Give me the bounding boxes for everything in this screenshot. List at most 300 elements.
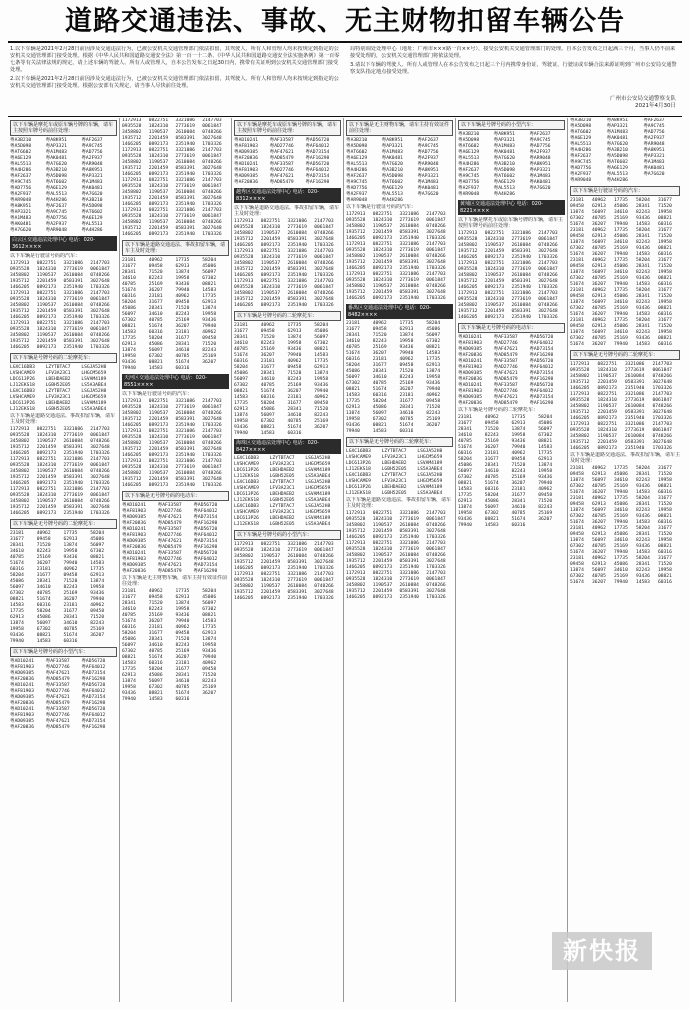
listing-entry: 60316 (148, 330, 163, 335)
listing-entry: 62913 (399, 327, 414, 332)
listing-entry: 17735 (614, 556, 628, 561)
listing-entry: 粤AF81903 (234, 144, 258, 149)
listing-entry: 82243 (202, 348, 217, 353)
listing-entry: 粤AF16298 (529, 401, 554, 406)
listing-entry: 3321086 (175, 399, 195, 404)
listing-entry: 2610084 (399, 583, 419, 588)
listing-entry: 0061847 (314, 225, 334, 230)
listing-entry: 34610 (399, 411, 414, 416)
listing-entry: 0061847 (314, 255, 334, 260)
listing-entry: 93436 (426, 381, 441, 386)
listing-entry: 60316 (658, 550, 672, 555)
listing-entry: 08821 (122, 324, 136, 329)
listing-entry: 08821 (234, 389, 248, 394)
listing-entry: 23181 (570, 466, 584, 471)
listing-entry: 60316 (148, 661, 163, 666)
listing-entry: 2773619 (399, 547, 419, 552)
listing-entry: 14583 (314, 353, 329, 358)
listing-entry: 67302 (426, 339, 441, 344)
listing-entry: 粤A6E129 (458, 150, 480, 155)
listing-entry: 0822751 (148, 429, 169, 434)
code-list (234, 219, 341, 309)
listing-entry: 28341 (372, 369, 387, 374)
listing-entry: 17735 (346, 399, 360, 404)
listing-entry: 67302 (570, 246, 584, 251)
listing-entry: 3458802 (570, 374, 590, 379)
listing-entry: 45086 (614, 472, 628, 477)
listing-entry: 25169 (148, 613, 163, 618)
listing-entry: LVSHCAME9 (10, 371, 35, 376)
listing-entry: 0822751 (484, 231, 505, 236)
listing-entry: 2351940 (625, 416, 645, 421)
intro-paragraph-3: 局特别调处处理中心（地址：广州市×××路一百××号），接受公安机关交通管理部门的处理。自本公告发布之日起满三个月，当事人仍不前来接受处理的，公安机关交通管理部门将依法处理。 (350, 46, 676, 59)
listing-entry: 1190537 (36, 333, 57, 338)
listing-entry: 45086 (148, 342, 163, 347)
listing-column-3 (232, 118, 344, 1002)
listing-entry: 0583391 (175, 417, 195, 422)
listing-entry: 82243 (399, 375, 414, 380)
listing-entry: 3321086 (287, 572, 307, 577)
listing-entry: 40962 (36, 531, 51, 536)
listing-entry: 3027648 (314, 297, 334, 302)
listing-entry: 3027648 (426, 260, 446, 265)
listing-entry: 0892173 (148, 453, 169, 458)
listing-entry: LS5A3ABE4 (417, 467, 443, 472)
listing-entry: 粤A8K951 (529, 162, 551, 167)
listing-entry: 粤A6E129 (346, 156, 368, 161)
listing-entry: 3027648 (314, 267, 334, 272)
listing-entry: 56097 (346, 375, 360, 380)
listing-entry: 19958 (234, 419, 248, 424)
listing-entry: 40785 (148, 318, 163, 323)
listing-entry: LS5A3ABE4 (305, 522, 331, 527)
listing-entry: 51674 (287, 425, 302, 430)
listing-entry: LJ12EKS18 (234, 498, 259, 503)
listing-entry: 51674 (148, 324, 163, 329)
listing-entry: 2201459 (372, 529, 393, 534)
listing-entry: 93436 (314, 383, 329, 388)
listing-entry: 1466205 (458, 255, 478, 260)
listing-entry: 17735 (614, 198, 628, 203)
listing-entry: 3321086 (511, 261, 531, 266)
listing-entry: 25169 (426, 417, 441, 422)
listing-entry: 82243 (636, 210, 650, 215)
listing-entry: 0583391 (511, 279, 531, 284)
listing-entry: 1703326 (652, 446, 672, 451)
intro-right (350, 46, 680, 94)
listing-entry: 0935528 (570, 398, 590, 403)
listing-entry: 34610 (175, 348, 190, 353)
listing-entry: 71520 (658, 204, 672, 209)
listing-entry: 粤AT6602 (45, 180, 67, 185)
listing-entry: 25169 (63, 591, 78, 596)
listing-entry: 2147703 (652, 362, 672, 367)
listing-entry: 28341 (260, 371, 275, 376)
listing-entry: LZYTBTAC7 (45, 389, 71, 394)
listing-entry: 2201459 (148, 196, 169, 201)
listing-entry: 2773619 (625, 368, 645, 373)
listing-entry: 40962 (592, 556, 606, 561)
listing-entry: 51674 (372, 387, 387, 392)
listing-entry: 1935712 (122, 447, 142, 452)
listing-entry: LSGJA52H8 (417, 449, 443, 454)
listing-entry: 2147703 (314, 219, 334, 224)
listing-entry: 51674 (458, 445, 472, 450)
listing-entry: 25169 (614, 484, 628, 489)
listing-entry: 粤AF2637 (81, 138, 103, 143)
listing-entry: 19958 (314, 377, 329, 382)
listing-entry: 08821 (36, 633, 51, 638)
listing-entry: 58204 (636, 556, 650, 561)
listing-entry: 1935712 (346, 559, 366, 564)
listing-entry: 粤AF47621 (45, 695, 70, 700)
listing-entry: 3321086 (287, 249, 307, 254)
listing-entry: 3321086 (625, 422, 645, 427)
listing-entry: 31677 (511, 493, 526, 498)
listing-entry: 0822751 (148, 459, 169, 464)
listing-entry: LHGCM5659 (305, 486, 331, 491)
listing-entry: 粤A5D098 (606, 154, 628, 159)
listing-entry: 0061847 (202, 405, 222, 410)
listing-entry: 1466205 (570, 416, 590, 421)
listing-entry: 0748266 (90, 469, 110, 474)
listing-entry: 粤AF47621 (269, 174, 294, 179)
listing-entry: 2147703 (90, 457, 110, 462)
listing-entry: 2773619 (399, 278, 419, 283)
listing-entry: 71520 (63, 579, 78, 584)
listing-entry: 粤AF47621 (493, 395, 518, 400)
listing-entry: 19958 (202, 643, 217, 648)
listing-entry: 1824310 (597, 428, 617, 433)
listing-entry: 0822751 (148, 178, 169, 183)
listing-entry: 13874 (570, 538, 584, 543)
listing-entry: 粤AD10241 (10, 659, 34, 664)
listing-entry: 2773619 (287, 578, 307, 583)
listing-entry: 粤A3B210 (81, 198, 103, 203)
listing-entry: 60316 (175, 366, 190, 371)
listing-entry: 51674 (570, 490, 584, 495)
listing-entry: LFV3A23C1 (45, 395, 71, 400)
listing-entry: 2610084 (625, 374, 645, 379)
listing-entry: 34610 (614, 330, 628, 335)
listing-entry: 2201459 (148, 226, 169, 231)
listing-entry: 0822751 (36, 261, 57, 266)
listing-entry: 粤AD56720 (81, 659, 106, 664)
listing-entry: 79940 (511, 445, 526, 450)
listing-entry: 2201459 (148, 477, 169, 482)
listing-entry: 67302 (148, 354, 163, 359)
listing-entry: 40962 (592, 318, 606, 323)
vin-list (234, 456, 341, 528)
listing-entry: 0822751 (148, 399, 169, 404)
listing-entry: 14583 (234, 395, 248, 400)
listing-entry: LFV3A23C1 (381, 479, 407, 484)
listing-entry: 粤A4H286 (493, 192, 515, 197)
listing-entry: 40785 (592, 514, 606, 519)
listing-entry: 60316 (484, 487, 499, 492)
listing-entry: 23181 (570, 198, 584, 203)
listing-entry: 1190537 (148, 220, 169, 225)
listing-entry: 3027648 (538, 309, 558, 314)
listing-entry: 0748266 (426, 583, 446, 588)
listing-entry: LSGJA52H8 (417, 473, 443, 478)
listing-entry: 1190537 (597, 434, 617, 439)
listing-entry: 粤AP3321 (606, 124, 628, 129)
listing-entry: 2147703 (202, 118, 222, 123)
listing-entry: 0935528 (122, 465, 142, 470)
listing-entry: 31677 (148, 300, 163, 305)
listing-entry: 0583391 (625, 410, 645, 415)
listing-entry: 2773619 (175, 154, 195, 159)
listing-entry: 粤AF2637 (417, 138, 439, 143)
listing-entry: LVSHCAME9 (234, 510, 259, 515)
listing-entry: 79940 (90, 597, 105, 602)
listing-entry: 3027648 (314, 590, 334, 595)
listing-entry: 0892173 (148, 142, 169, 147)
listing-entry: 1172913 (10, 487, 30, 492)
listing-entry: 36207 (511, 481, 526, 486)
listing-entry: 粤AF20836 (458, 353, 482, 358)
listing-entry: 31677 (399, 399, 414, 404)
listing-entry: 79940 (346, 429, 360, 434)
listing-entry: 60316 (658, 252, 672, 257)
listing-entry: 09458 (570, 264, 584, 269)
listing-entry: 36207 (592, 580, 606, 585)
listing-entry: 62913 (346, 405, 360, 410)
listing-entry: 31677 (36, 573, 51, 578)
listing-entry: 17735 (202, 625, 217, 630)
listing-entry: 2201459 (260, 237, 281, 242)
listing-entry: 36207 (592, 490, 606, 495)
listing-entry: 0748266 (314, 261, 334, 266)
listing-entry: 0748266 (90, 499, 110, 504)
listing-entry: 粤AF47621 (157, 515, 182, 520)
listing-entry: 粤A8K951 (81, 168, 103, 173)
listing-entry: 1935712 (234, 297, 254, 302)
listing-entry: 0822751 (148, 118, 169, 123)
listing-entry: LDC613P26 (234, 468, 259, 473)
listing-entry: 1824310 (148, 214, 169, 219)
listing-entry: 09458 (372, 327, 387, 332)
listing-entry: LSGJA52H8 (81, 389, 107, 394)
listing-entry: 1466205 (458, 285, 478, 290)
intro-left (10, 46, 340, 116)
listing-entry: 58204 (260, 401, 275, 406)
listing-entry: 粤A9C745 (10, 180, 32, 185)
listing-entry: 31677 (658, 228, 672, 233)
listing-entry: 0061847 (202, 465, 222, 470)
listing-entry: 1824310 (372, 218, 393, 223)
listing-entry: 17735 (614, 526, 628, 531)
listing-entry: 1935712 (570, 440, 590, 445)
listing-entry: 0061847 (426, 517, 446, 522)
listing-entry: 25169 (614, 246, 628, 251)
listing-entry: 93436 (175, 613, 190, 618)
listing-entry: 粤A3B210 (458, 132, 480, 137)
listing-entry: 2610084 (287, 231, 307, 236)
listing-entry: 3321086 (287, 279, 307, 284)
listing-entry: 2201459 (484, 249, 505, 254)
listing-entry: 粤A7G620 (417, 192, 439, 197)
listing-entry: 2147703 (202, 208, 222, 213)
listing-entry: 67302 (538, 433, 553, 438)
listing-entry: 31677 (122, 264, 136, 269)
listing-entry: 51674 (175, 360, 190, 365)
listing-entry: LZYTBTAC7 (269, 480, 295, 485)
notice-text: 以下车辆是道路交通违法、事故扣留车辆，请车主及时处理： (10, 413, 116, 425)
listing-entry: 34610 (287, 413, 302, 418)
listing-entry: 67302 (570, 484, 584, 489)
listing-entry: 2351940 (63, 511, 83, 516)
listing-entry: 40785 (36, 591, 51, 596)
listing-entry: 58204 (90, 531, 105, 536)
listing-entry: 0892173 (36, 345, 57, 350)
listing-entry: LSGJA52H8 (81, 365, 107, 370)
listing-entry: 1824310 (372, 577, 393, 582)
listing-entry: 60316 (122, 294, 136, 299)
listing-entry: 2610084 (63, 303, 83, 308)
listing-entry: 17735 (614, 466, 628, 471)
listing-entry: 28341 (287, 407, 302, 412)
listing-entry: 2147703 (426, 511, 446, 516)
listing-entry: 56097 (426, 333, 441, 338)
listing-entry: 粤AD56720 (305, 162, 330, 167)
listing-entry: 13874 (570, 270, 584, 275)
listing-entry: 23181 (122, 258, 136, 263)
listing-entry: 19958 (63, 549, 78, 554)
listing-entry: 0892173 (36, 511, 57, 516)
listing-entry: 2773619 (511, 267, 531, 272)
listing-entry: 0892173 (597, 416, 617, 421)
listing-entry: LDC613P26 (234, 492, 259, 497)
listing-entry: 28341 (636, 234, 650, 239)
listing-entry: 71520 (314, 407, 329, 412)
listing-entry: 0061847 (652, 428, 672, 433)
listing-entry: 粤AK0481 (381, 156, 403, 161)
code-list (346, 212, 453, 302)
listing-entry: 2351940 (287, 243, 307, 248)
listing-entry: 粤AD73154 (81, 719, 106, 724)
listing-entry: 粤AL5513 (381, 192, 403, 197)
listing-entry: 2610084 (399, 523, 419, 528)
listing-entry: 0748266 (202, 441, 222, 446)
listing-entry: 93436 (122, 360, 136, 365)
listing-entry: 粤AF16298 (81, 677, 106, 682)
listing-entry: 31677 (10, 537, 24, 542)
listing-entry: 82243 (484, 433, 499, 438)
listing-entry: 0935528 (122, 184, 142, 189)
listing-entry: 60316 (458, 451, 472, 456)
listing-entry: 0822751 (260, 249, 281, 254)
listing-entry: 1703326 (314, 303, 334, 308)
listing-entry: 13874 (570, 478, 584, 483)
listing-entry: 40785 (592, 484, 606, 489)
listing-entry: 09458 (511, 457, 526, 462)
listing-entry: LGBH52E05 (381, 467, 407, 472)
listing-entry: LSGJA52H8 (305, 480, 331, 485)
listing-entry: 粤AF47621 (45, 719, 70, 724)
listing-entry: 2351940 (399, 236, 419, 241)
listing-entry: 56097 (592, 240, 606, 245)
listing-entry: 71520 (538, 499, 553, 504)
listing-entry: 0892173 (260, 303, 281, 308)
listing-entry: 粤AF33587 (493, 359, 518, 364)
listing-entry: 粤AF33587 (45, 683, 70, 688)
listing-entry: 13874 (175, 601, 190, 606)
listing-entry: 1172913 (346, 212, 366, 217)
listing-entry: 31677 (484, 457, 499, 462)
listing-entry: 粤AD73154 (81, 695, 106, 700)
listing-entry: 67302 (346, 381, 360, 386)
listing-entry: 0583391 (511, 249, 531, 254)
listing-entry: 25169 (538, 511, 553, 516)
listing-entry: 0583391 (63, 279, 83, 284)
listing-entry: 58204 (458, 457, 472, 462)
listing-entry: 1190537 (260, 291, 281, 296)
dept-header: 白云区交通违法处理中心 电话：020-3612×××× (10, 236, 117, 251)
listing-entry: 23181 (36, 567, 51, 572)
listing-entry: 82243 (175, 312, 190, 317)
listing-entry: 粤AF16298 (193, 545, 218, 550)
listing-entry: 36207 (287, 389, 302, 394)
listing-entry: 3321086 (399, 242, 419, 247)
listing-entry: 粤AD09385 (122, 515, 146, 520)
listing-entry: LGBH52E05 (45, 383, 71, 388)
listing-entry: LDC613P26 (346, 485, 371, 490)
listing-entry: 粤AD09385 (458, 347, 482, 352)
listing-entry: 08821 (658, 574, 672, 579)
listing-entry: LGBH52E05 (269, 498, 295, 503)
listing-entry: 0935528 (346, 218, 366, 223)
listing-entry: 34610 (614, 240, 628, 245)
listing-entry: 2610084 (175, 220, 195, 225)
listing-entry: 60316 (658, 312, 672, 317)
listing-entry: 3458802 (458, 273, 478, 278)
listing-entry: 粤AL5513 (10, 162, 32, 167)
listing-entry: 28341 (636, 324, 650, 329)
listing-entry: 1172913 (122, 399, 142, 404)
notice-block: 以下车辆是号牌号码的小型汽车： (10, 647, 117, 657)
listing-entry: 粤AF20836 (10, 677, 34, 682)
plate-list (234, 138, 341, 186)
listing-entry: 25169 (148, 282, 163, 287)
listing-entry: 粤AD85479 (45, 677, 70, 682)
listing-entry: 粤AR9048 (529, 156, 551, 161)
listing-entry: 56097 (592, 568, 606, 573)
listing-entry: 45086 (614, 502, 628, 507)
listing-entry: 3458802 (234, 231, 254, 236)
listing-entry: 0061847 (202, 124, 222, 129)
listing-entry: 0892173 (484, 285, 505, 290)
listing-entry: 粤AT6602 (81, 210, 103, 215)
listing-entry: 2351940 (511, 285, 531, 290)
listing-entry: 40785 (260, 383, 275, 388)
listing-entry: 3321086 (399, 571, 419, 576)
listing-entry: LDC613P26 (234, 516, 259, 521)
listing-entry: 2201459 (148, 166, 169, 171)
listing-entry: 28341 (234, 335, 248, 340)
listing-entry: 粤A9C745 (81, 144, 103, 149)
notice-block: 以下车辆是无号牌号码的电动车： (122, 491, 229, 501)
listing-entry: 粤AL5513 (570, 142, 592, 147)
listing-entry: 2147703 (538, 291, 558, 296)
listing-entry: LZYTBTAC7 (269, 504, 295, 509)
listing-entry: 08821 (372, 423, 387, 428)
listing-entry: 粤A8K951 (606, 118, 628, 123)
listing-entry: 93436 (636, 246, 650, 251)
listing-entry: 17735 (458, 493, 472, 498)
listing-entry: 1935712 (10, 309, 30, 314)
